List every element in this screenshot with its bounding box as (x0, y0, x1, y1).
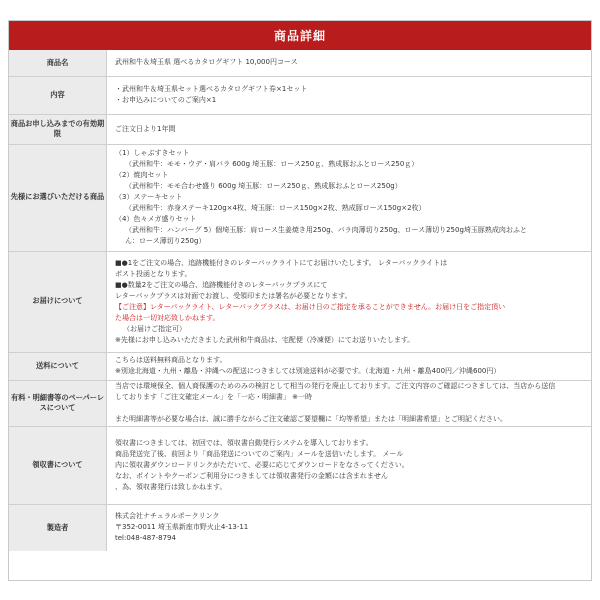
row-label: 商品名 (9, 50, 107, 76)
product-spec-table (9, 50, 591, 551)
row-value (107, 144, 592, 251)
value-line: （お届けご指定可） (123, 324, 186, 333)
value-line: ん：ロース薄切り250g） (125, 237, 206, 245)
row-value (107, 114, 592, 144)
value-line: （2）焼肉セット (115, 171, 169, 179)
value-line: ■●数量2をご注文の場合、追跡機能付きのレターパックプラスにて (115, 280, 328, 289)
row-label: 製造者 (9, 504, 107, 551)
value-line: （武州和牛：モモ合わせ盛り 600g 埼玉豚：ロース250ｇ、熟成豚おふとロース250g） (125, 182, 402, 190)
row-value (107, 352, 592, 380)
value-line: （武州和牛：赤身ステーキ120g×4枚、埼玉豚：ロース150g×2枚、熟成豚ロース150g×2枚） (125, 204, 426, 212)
value-line: 当店では環境保全、個人商保護のためのみの検討として相当の発行を廃止しております。ご注文内容のご確認につきましては、当店から送信 (115, 382, 556, 390)
section-title: 商品詳細 (9, 21, 591, 50)
row-value (107, 76, 592, 114)
value-line: （3）ステーキセット (115, 193, 183, 201)
notice-line: 【ご注意】レターパックライト、レターパックプラスは、お届け日のご指定を承ることができません。お届け日をご指定頂い (115, 302, 506, 311)
value-line: （武州和牛：モモ・ウデ・肩バラ 600g 埼玉豚：ロース250ｇ、熟成豚おふとロース250ｇ） (125, 160, 419, 168)
value-line: 商品発送完了後、前回より「商品発送についてのご案内」メールを送信いたします。 メール (115, 449, 404, 458)
value-line: ご注文日より1年間 (115, 124, 176, 133)
row-value (107, 380, 592, 426)
row-expiry (9, 114, 591, 144)
value-line: レターパックプラスは対面でお渡し、受領印または署名が必要となります。 (115, 291, 352, 300)
value-line: （武州和牛：ハンバーグ 5）個埼玉豚：肩ロース生姜焼き用250g、バラ肉薄切り250g、ロース薄切り250g埼玉豚熟成肉おふと (125, 226, 527, 234)
value-line: （4）色々メガ盛りセット (115, 215, 197, 223)
value-line (115, 403, 585, 414)
row-manufacturer (9, 504, 591, 551)
value-line: ・お申込みについてのご案内×1 (115, 96, 217, 104)
row-value (107, 426, 592, 504)
value-line: ※別途北海道・九州・離島・沖縄への配送につきましては別途送料が必要です。（北海道・九州・離島400円／沖縄600円） (115, 367, 501, 375)
value-line: また明細書等が必要な場合は、誠に勝手ながらご注文確認ご要望欄に「均等希望」または「明細書希望」とご明記ください。 (115, 415, 507, 423)
value-line: なお、ポイントやクーポンご利用分につきましては領収書発行の金額には含まれません (115, 471, 388, 480)
row-paperless (9, 380, 591, 426)
row-contents (9, 76, 591, 114)
notice-line: た場合は一切対応致しかねます。 (115, 313, 220, 322)
row-label: お届けについて (9, 251, 107, 352)
value-line: ・武州和牛＆埼玉県セット選べるカタログギフト券×1セット (115, 85, 308, 93)
row-label: 先様にお選びいただける商品 (9, 144, 107, 251)
value-line: ポスト投函となります。 (115, 269, 192, 278)
value-line: こちらは送料無料商品となります。 (115, 356, 227, 364)
value-line: 領収書につきましては、初回では、領収書自動発行システムを導入しております。 (115, 438, 373, 447)
row-value (107, 504, 592, 551)
row-delivery (9, 251, 591, 352)
row-selectable-items (9, 144, 591, 251)
row-label: 内容 (9, 76, 107, 114)
value-line: 、為、領収書発行は致しかねます。 (115, 482, 227, 491)
row-receipt (9, 426, 591, 504)
row-label: 領収書について (9, 426, 107, 504)
row-value (107, 251, 592, 352)
row-label: 送料について (9, 352, 107, 380)
row-label: 商品お申し込みまでの有効期限 (9, 114, 107, 144)
value-line: 内に領収書ダウンロードリンクがただいて、必要に応じてダウンロードをなさってください。 (115, 460, 409, 469)
row-product-name (9, 50, 591, 76)
row-shipping (9, 352, 591, 380)
row-value (107, 50, 592, 76)
product-detail-sheet (8, 20, 592, 581)
row-label: 有料・明細書等のペーパーレスについて (9, 380, 107, 426)
value-line: 株式会社ナチュラルポークリンク (115, 512, 220, 521)
value-line: ※先様にお申し込みいただきました武州和牛商品は、宅配便（冷凍便）にてお送りいたします。 (115, 335, 415, 344)
value-line: 〒352-0011 埼玉県新座市野火止4-13-11 (115, 523, 249, 532)
value-line: 武州和牛＆埼玉県 選べるカタログギフト 10,000円コース (115, 58, 298, 67)
value-line: しております「ご注文確定メール」を「一応・明細書」 ※一時 (115, 393, 312, 401)
value-line: tel:048-487-8794 (115, 534, 176, 543)
value-line: ■●1をご注文の場合、追跡機能付きのレターパックライトにてお届けいたします。 レターパックライトは (115, 258, 448, 267)
value-line: （1）しゃぶすきセット (115, 149, 190, 157)
